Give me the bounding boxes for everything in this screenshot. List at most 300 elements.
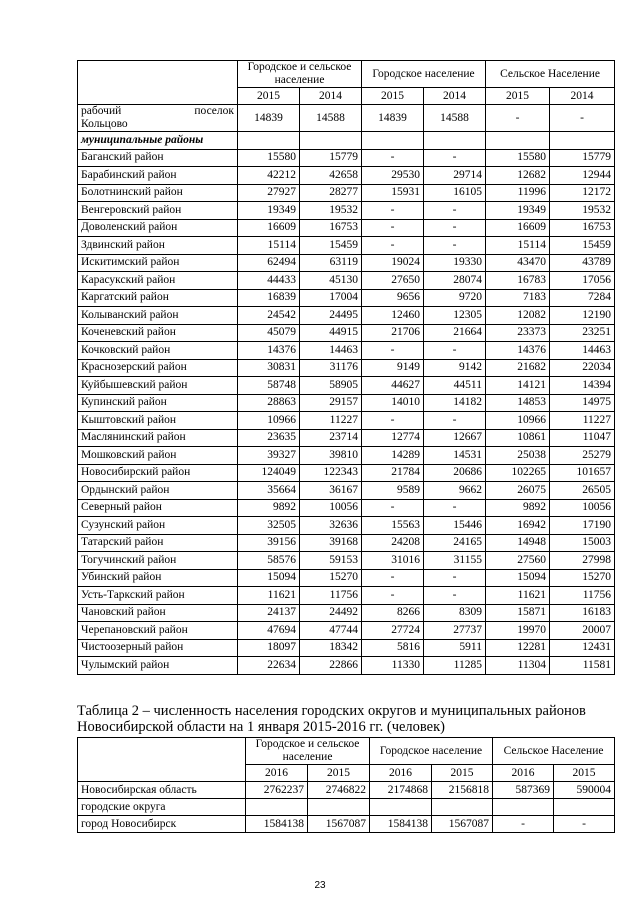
header-urban: Городское население	[370, 738, 493, 765]
cell-value: 2156818	[432, 782, 493, 799]
year-header: 2016	[246, 765, 308, 782]
cell-value: 28277	[300, 184, 362, 202]
cell-value: 25038	[486, 447, 550, 465]
cell-value: -	[486, 105, 550, 132]
cell-value: 27724	[362, 622, 424, 640]
table-row	[78, 816, 615, 833]
cell-value: -	[424, 202, 486, 220]
cell-value: 24492	[300, 604, 362, 622]
table-row	[78, 799, 615, 816]
cell-value: 29714	[424, 167, 486, 185]
cell-value: -	[554, 816, 615, 833]
cell-value: 29157	[300, 394, 362, 412]
cell-value: 12431	[550, 639, 615, 657]
cell-value: 15580	[486, 149, 550, 167]
year-header: 2015	[554, 765, 615, 782]
cell-value: 15563	[362, 517, 424, 535]
section-label: муниципальные районы	[78, 132, 238, 150]
empty-cell	[300, 132, 362, 150]
cell-value: 16183	[550, 604, 615, 622]
table-row	[78, 464, 615, 482]
page-number: 23	[314, 880, 326, 891]
cell-value	[432, 799, 493, 816]
cell-value: 9892	[486, 499, 550, 517]
caption-line-2: Новосибирской области на 1 января 2015-2016 гг. (человек)	[77, 719, 445, 735]
table-row	[78, 167, 615, 185]
cell-value: 12281	[486, 639, 550, 657]
row-name: Кочковский район	[78, 342, 238, 360]
row-name: Убинский район	[78, 569, 238, 587]
cell-value: 10861	[486, 429, 550, 447]
cell-value: 39327	[238, 447, 300, 465]
row-name	[78, 105, 238, 132]
cell-value: 23714	[300, 429, 362, 447]
cell-value: 14839	[238, 105, 300, 132]
cell-value: 58748	[238, 377, 300, 395]
cell-value: 15459	[300, 237, 362, 255]
empty-cell	[362, 132, 424, 150]
cell-value: 19532	[300, 202, 362, 220]
row-name: Купинский район	[78, 394, 238, 412]
cell-value: 23373	[486, 324, 550, 342]
cell-value: 43789	[550, 254, 615, 272]
cell-value: 14588	[424, 105, 486, 132]
cell-value: 11047	[550, 429, 615, 447]
header-empty-cell	[78, 738, 246, 782]
row-name: Новосибирский район	[78, 464, 238, 482]
cell-value: 9149	[362, 359, 424, 377]
cell-value: 10056	[300, 499, 362, 517]
cell-value: 28074	[424, 272, 486, 290]
row-name: Каргатский район	[78, 289, 238, 307]
cell-value: 11756	[550, 587, 615, 605]
koltsovo-name-left: рабочий	[81, 105, 122, 117]
cell-value: 18097	[238, 639, 300, 657]
table-row	[78, 534, 615, 552]
row-name: городские округа	[78, 799, 246, 816]
cell-value: 17004	[300, 289, 362, 307]
row-name: Мошковский район	[78, 447, 238, 465]
cell-value: 11330	[362, 657, 424, 675]
cell-value: 31016	[362, 552, 424, 570]
cell-value: 14289	[362, 447, 424, 465]
cell-value: 7284	[550, 289, 615, 307]
row-name: Болотнинский район	[78, 184, 238, 202]
cell-value: 58576	[238, 552, 300, 570]
cell-value: 9589	[362, 482, 424, 500]
table-row	[78, 219, 615, 237]
row-name: Баганский район	[78, 149, 238, 167]
empty-cell	[550, 132, 615, 150]
row-name: Барабинский район	[78, 167, 238, 185]
row-name: Тогучинский район	[78, 552, 238, 570]
cell-value: 20686	[424, 464, 486, 482]
year-header: 2015	[432, 765, 493, 782]
header-urban: Городское население	[362, 61, 486, 88]
population-table-2	[77, 737, 615, 833]
cell-value: 2746822	[308, 782, 370, 799]
cell-value: 8266	[362, 604, 424, 622]
cell-value: 62494	[238, 254, 300, 272]
cell-value: -	[362, 587, 424, 605]
cell-value: -	[424, 499, 486, 517]
row-name: Доволенский район	[78, 219, 238, 237]
cell-value: 39810	[300, 447, 362, 465]
cell-value: 12082	[486, 307, 550, 325]
cell-value: 20007	[550, 622, 615, 640]
cell-value: 26075	[486, 482, 550, 500]
cell-value: 47694	[238, 622, 300, 640]
cell-value: 7183	[486, 289, 550, 307]
cell-value	[246, 799, 308, 816]
cell-value: 36167	[300, 482, 362, 500]
cell-value: 22034	[550, 359, 615, 377]
cell-value: 21784	[362, 464, 424, 482]
cell-value: 9892	[238, 499, 300, 517]
cell-value: 12190	[550, 307, 615, 325]
row-name: Искитимский район	[78, 254, 238, 272]
row-name: Краснозерский район	[78, 359, 238, 377]
cell-value: 10056	[550, 499, 615, 517]
cell-value	[493, 799, 554, 816]
row-name: Северный район	[78, 499, 238, 517]
cell-value: 19970	[486, 622, 550, 640]
empty-cell	[424, 132, 486, 150]
header-urban-rural: Городское и сельское население	[238, 61, 362, 88]
year-header: 2016	[370, 765, 432, 782]
cell-value: -	[493, 816, 554, 833]
table-row	[78, 604, 615, 622]
koltsovo-name-right: поселок	[194, 105, 234, 117]
cell-value: 12944	[550, 167, 615, 185]
cell-value: 12305	[424, 307, 486, 325]
cell-value: -	[424, 412, 486, 430]
cell-value: 14463	[550, 342, 615, 360]
table-row	[78, 377, 615, 395]
cell-value: 25279	[550, 447, 615, 465]
row-name: Здвинский район	[78, 237, 238, 255]
cell-value: -	[362, 149, 424, 167]
cell-value: 39156	[238, 534, 300, 552]
year-header: 2014	[424, 88, 486, 105]
cell-value: 11304	[486, 657, 550, 675]
cell-value: 16609	[486, 219, 550, 237]
cell-value: 23251	[550, 324, 615, 342]
cell-value: -	[424, 219, 486, 237]
row-name: Карасукский район	[78, 272, 238, 290]
row-name: Коченевский район	[78, 324, 238, 342]
cell-value: 14182	[424, 394, 486, 412]
row-name: Усть-Таркский район	[78, 587, 238, 605]
cell-value: 29530	[362, 167, 424, 185]
table-row	[78, 639, 615, 657]
cell-value: 27650	[362, 272, 424, 290]
cell-value: 17190	[550, 517, 615, 535]
cell-value: -	[362, 412, 424, 430]
table-row-koltsovo	[78, 105, 615, 132]
table-row	[78, 552, 615, 570]
cell-value: 44915	[300, 324, 362, 342]
cell-value: 16839	[238, 289, 300, 307]
cell-value: 9656	[362, 289, 424, 307]
cell-value: 19330	[424, 254, 486, 272]
table-row	[78, 149, 615, 167]
year-header: 2016	[493, 765, 554, 782]
cell-value: 59153	[300, 552, 362, 570]
cell-value: 14588	[300, 105, 362, 132]
cell-value: 14121	[486, 377, 550, 395]
cell-value: 21706	[362, 324, 424, 342]
year-header: 2014	[300, 88, 362, 105]
cell-value: 21664	[424, 324, 486, 342]
cell-value: 2174868	[370, 782, 432, 799]
cell-value: 14531	[424, 447, 486, 465]
cell-value: 24165	[424, 534, 486, 552]
row-name: Новосибирская область	[78, 782, 246, 799]
cell-value: 8309	[424, 604, 486, 622]
year-header: 2014	[550, 88, 615, 105]
cell-value: 15446	[424, 517, 486, 535]
cell-value: -	[362, 499, 424, 517]
cell-value: 42658	[300, 167, 362, 185]
row-name: Куйбышевский район	[78, 377, 238, 395]
cell-value: 23635	[238, 429, 300, 447]
table-row	[78, 622, 615, 640]
cell-value: 2762237	[246, 782, 308, 799]
cell-value: 102265	[486, 464, 550, 482]
cell-value: 19024	[362, 254, 424, 272]
cell-value: 19532	[550, 202, 615, 220]
cell-value: 15003	[550, 534, 615, 552]
cell-value: 15094	[238, 569, 300, 587]
cell-value: 15580	[238, 149, 300, 167]
cell-value: 24542	[238, 307, 300, 325]
table-2-caption	[77, 703, 637, 735]
cell-value: 11621	[486, 587, 550, 605]
table-row	[78, 782, 615, 799]
cell-value: 22866	[300, 657, 362, 675]
cell-value: 1567087	[432, 816, 493, 833]
cell-value: 35664	[238, 482, 300, 500]
cell-value: 58905	[300, 377, 362, 395]
table-row	[78, 237, 615, 255]
cell-value: 19349	[486, 202, 550, 220]
cell-value: -	[362, 342, 424, 360]
row-name: Черепановский район	[78, 622, 238, 640]
empty-cell	[486, 132, 550, 150]
table-row	[78, 359, 615, 377]
cell-value: 15114	[486, 237, 550, 255]
cell-value: 14839	[362, 105, 424, 132]
cell-value: 14463	[300, 342, 362, 360]
caption-line-1: Таблица 2 – численность населения городских округов и муниципальных районов	[77, 703, 586, 719]
row-name: Венгеровский район	[78, 202, 238, 220]
table-row	[78, 412, 615, 430]
cell-value: 43470	[486, 254, 550, 272]
cell-value: 17056	[550, 272, 615, 290]
cell-value: 32505	[238, 517, 300, 535]
cell-value: 14853	[486, 394, 550, 412]
cell-value: 15871	[486, 604, 550, 622]
cell-value: 101657	[550, 464, 615, 482]
cell-value: 45079	[238, 324, 300, 342]
cell-value: 15270	[300, 569, 362, 587]
table-row	[78, 499, 615, 517]
cell-value: 24208	[362, 534, 424, 552]
header-empty-cell	[78, 61, 238, 105]
cell-value: 45130	[300, 272, 362, 290]
population-table-1	[77, 60, 615, 675]
year-header: 2015	[238, 88, 300, 105]
row-name: Кыштовский район	[78, 412, 238, 430]
cell-value: 10966	[486, 412, 550, 430]
cell-value: 11285	[424, 657, 486, 675]
cell-value: 5816	[362, 639, 424, 657]
empty-cell	[238, 132, 300, 150]
cell-value: 24495	[300, 307, 362, 325]
cell-value: 15094	[486, 569, 550, 587]
cell-value: -	[424, 342, 486, 360]
cell-value: 44511	[424, 377, 486, 395]
cell-value: 14975	[550, 394, 615, 412]
cell-value: 5911	[424, 639, 486, 657]
year-header: 2015	[362, 88, 424, 105]
cell-value: 21682	[486, 359, 550, 377]
table-row	[78, 447, 615, 465]
cell-value: 27927	[238, 184, 300, 202]
table-row-section	[78, 132, 615, 150]
cell-value: 63119	[300, 254, 362, 272]
table-row	[78, 184, 615, 202]
cell-value: 122343	[300, 464, 362, 482]
cell-value	[370, 799, 432, 816]
cell-value: 16753	[550, 219, 615, 237]
cell-value: 22634	[238, 657, 300, 675]
cell-value: 14376	[238, 342, 300, 360]
cell-value: 15114	[238, 237, 300, 255]
cell-value: 590004	[554, 782, 615, 799]
table-row	[78, 254, 615, 272]
cell-value: 18342	[300, 639, 362, 657]
cell-value: 28863	[238, 394, 300, 412]
cell-value: 12460	[362, 307, 424, 325]
cell-value: 12774	[362, 429, 424, 447]
table-row	[78, 342, 615, 360]
cell-value: 31176	[300, 359, 362, 377]
cell-value: 27560	[486, 552, 550, 570]
table-row	[78, 569, 615, 587]
table-row	[78, 657, 615, 675]
year-header: 2015	[308, 765, 370, 782]
cell-value: 11227	[550, 412, 615, 430]
cell-value: -	[362, 219, 424, 237]
cell-value: 1584138	[246, 816, 308, 833]
cell-value: -	[424, 237, 486, 255]
cell-value: 12172	[550, 184, 615, 202]
cell-value: 44627	[362, 377, 424, 395]
row-name: Колыванский район	[78, 307, 238, 325]
table-row	[78, 482, 615, 500]
koltsovo-name-line2: Кольцово	[81, 118, 128, 130]
cell-value: 15931	[362, 184, 424, 202]
cell-value: -	[362, 569, 424, 587]
cell-value: 11581	[550, 657, 615, 675]
table-row	[78, 429, 615, 447]
row-name: Чулымский район	[78, 657, 238, 675]
cell-value: 42212	[238, 167, 300, 185]
cell-value: 19349	[238, 202, 300, 220]
table-row	[78, 202, 615, 220]
cell-value: -	[362, 202, 424, 220]
cell-value: 12667	[424, 429, 486, 447]
cell-value: 24137	[238, 604, 300, 622]
cell-value: 26505	[550, 482, 615, 500]
row-name: Чановский район	[78, 604, 238, 622]
cell-value: 31155	[424, 552, 486, 570]
cell-value: 14376	[486, 342, 550, 360]
header-rural: Сельское Население	[486, 61, 615, 88]
cell-value: 32636	[300, 517, 362, 535]
cell-value: 11227	[300, 412, 362, 430]
cell-value: 44433	[238, 272, 300, 290]
row-name: Ордынский район	[78, 482, 238, 500]
table-row	[78, 289, 615, 307]
cell-value: 30831	[238, 359, 300, 377]
cell-value: 1567087	[308, 816, 370, 833]
cell-value: 15779	[300, 149, 362, 167]
header-urban-rural: Городское и сельское население	[246, 738, 370, 765]
cell-value: 27737	[424, 622, 486, 640]
cell-value: 11756	[300, 587, 362, 605]
cell-value: -	[424, 149, 486, 167]
cell-value: -	[550, 105, 615, 132]
cell-value: -	[362, 237, 424, 255]
cell-value: 11996	[486, 184, 550, 202]
cell-value: 1584138	[370, 816, 432, 833]
cell-value: 16942	[486, 517, 550, 535]
cell-value: 10966	[238, 412, 300, 430]
cell-value: 9720	[424, 289, 486, 307]
row-name: Маслянинский район	[78, 429, 238, 447]
cell-value: 124049	[238, 464, 300, 482]
cell-value: 9662	[424, 482, 486, 500]
row-name: город Новосибирск	[78, 816, 246, 833]
cell-value: 15779	[550, 149, 615, 167]
table-row	[78, 394, 615, 412]
cell-value	[308, 799, 370, 816]
row-name: Сузунский район	[78, 517, 238, 535]
cell-value: 47744	[300, 622, 362, 640]
cell-value	[554, 799, 615, 816]
cell-value: 16609	[238, 219, 300, 237]
header-rural: Сельское Население	[493, 738, 615, 765]
table-row	[78, 272, 615, 290]
row-name: Татарский район	[78, 534, 238, 552]
cell-value: 14010	[362, 394, 424, 412]
row-name: Чистоозерный район	[78, 639, 238, 657]
table-row	[78, 587, 615, 605]
table-row	[78, 517, 615, 535]
cell-value: 16783	[486, 272, 550, 290]
cell-value: 9142	[424, 359, 486, 377]
table-row	[78, 307, 615, 325]
cell-value: 15459	[550, 237, 615, 255]
cell-value: -	[424, 569, 486, 587]
cell-value: 12682	[486, 167, 550, 185]
cell-value: 14394	[550, 377, 615, 395]
cell-value: 27998	[550, 552, 615, 570]
cell-value: 39168	[300, 534, 362, 552]
